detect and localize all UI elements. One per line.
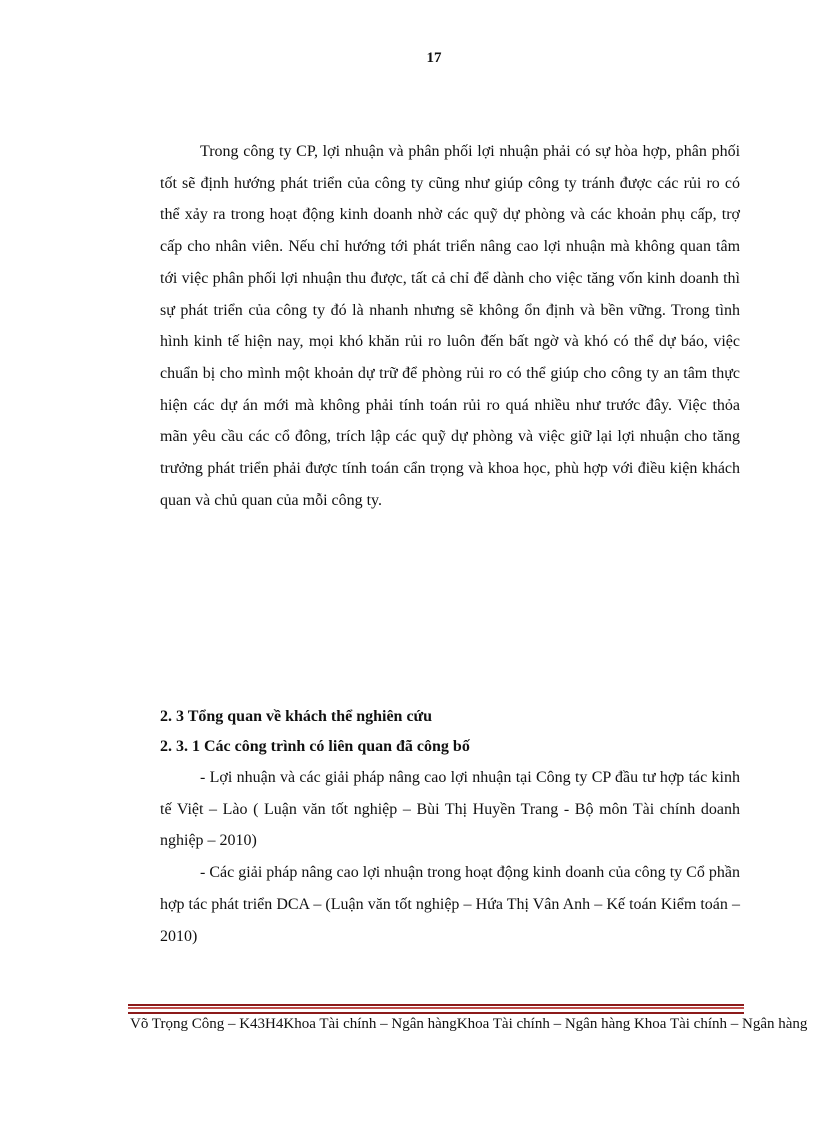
- section-heading: 2. 3 Tổng quan về khách thể nghiên cứu: [160, 708, 433, 725]
- line: lợi nhuận mà không quan tâm tới việc phân phối lợi nhuận thu được, tất cả chỉ để: [160, 238, 741, 287]
- reference-text: - Các giải pháp nâng cao lợi nhuận trong hoạt động kinh doanh của công ty Cổ phần hợp tác phát triển DCA – (Luận văn tốt nghiệp – Hứa Thị Vân Anh – Kế toán Kiểm toán – 2010): [160, 864, 740, 945]
- line: Trong công ty CP, lợi nhuận và phân phối lợi nhuận phải có sự hòa hợp,: [200, 143, 672, 160]
- line: triển phải được tính toán cẩn trọng và khoa học, phù hợp với điều kiện khách quan: [160, 460, 741, 509]
- line: trữ để phòng rủi ro có thể giúp cho công ty an tâm thực hiện các dự án mới mà: [160, 364, 741, 414]
- line: sẽ không ổn định và bền vững. Trong tình hình kinh tế hiện nay, mọi khó khăn rủi: [160, 301, 740, 351]
- line: các khoản phụ cấp, trợ cấp cho nhân viên. Nếu chỉ hướng tới phát triển nâng cao: [160, 206, 741, 256]
- line: ro luôn đến bất ngờ và khó có thể dự báo, việc chuẩn bị cho mình một khoản dự: [160, 333, 741, 382]
- reference-text: - Lợi nhuận và các giải pháp nâng cao lợi nhuận tại Công ty CP đầu tư hợp tác kinh tế Việt – Lào ( Luận văn tốt nghiệp – Bùi Thị Huyền Trang - Bộ môn Tài chính doanh nghiệp – 2010): [160, 769, 740, 850]
- line: dành cho việc tăng vốn kinh doanh thì sự phát triển của công ty đó là nhanh nhưng: [160, 269, 740, 319]
- line: được các rủi ro có thể xảy ra trong hoạt động kinh doanh nhờ các quỹ dự phòng và: [160, 174, 740, 224]
- footer-divider: [128, 1004, 744, 1014]
- line: và chủ quan của mỗi công ty.: [195, 491, 383, 509]
- line: đông, trích lập các quỹ dự phòng và việc giữ lại lợi nhuận cho tăng trưởng phát: [160, 428, 740, 478]
- line: phân phối tốt sẽ định hướng phát triển của công ty cũng như giúp công ty tránh: [160, 143, 741, 192]
- line: không phải tính toán rủi ro quá nhiều như trước đây. Việc thỏa mãn yêu cầu các cổ: [160, 396, 740, 446]
- page-number: 17: [426, 50, 442, 66]
- paragraph-text: [160, 136, 740, 516]
- footer-text: Võ Trọng Công – K43H4Khoa Tài chính – Ngân hàngKhoa Tài chính – Ngân hàng Khoa Tài chính – Ngân hàng: [130, 1016, 808, 1032]
- reference-item: [160, 857, 740, 952]
- body-paragraph: [160, 136, 740, 516]
- reference-item: [160, 762, 740, 857]
- section-overview: [160, 702, 740, 952]
- subsection-heading: 2. 3. 1 Các công trình có liên quan đã công bố: [160, 738, 470, 755]
